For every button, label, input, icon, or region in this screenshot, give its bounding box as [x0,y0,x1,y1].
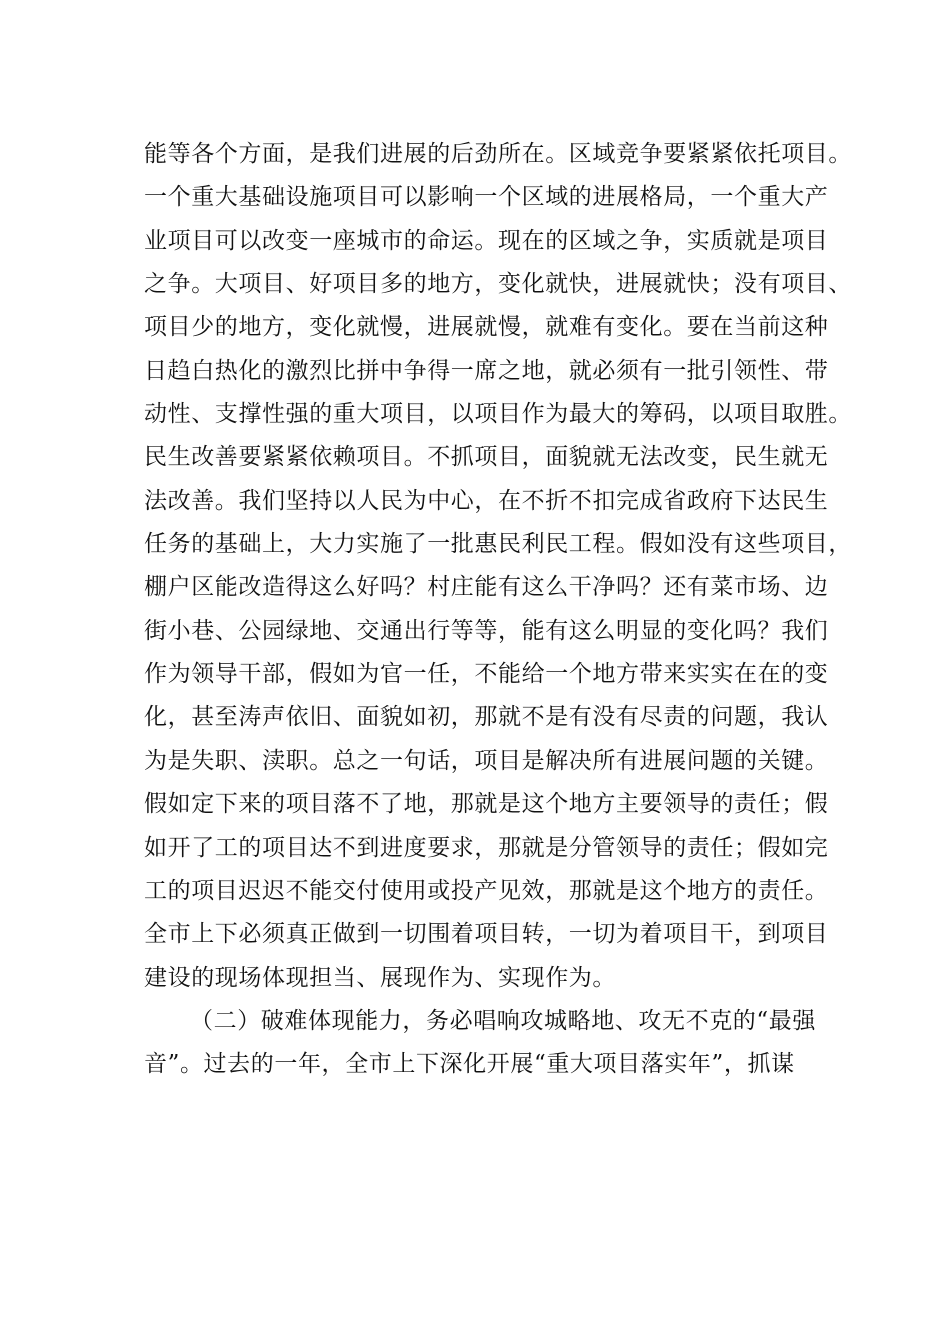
text-line: 日趋白热化的激烈比拼中争得一席之地，就必须有一批引领性、带 [144,357,829,384]
text-line: 街小巷、公园绿地、交通出行等等，能有这么明显的变化吗？我们 [144,617,829,644]
text-line: 假如定下来的项目落不了地，那就是这个地方主要领导的责任；假 [144,791,829,818]
section-heading-line: （二）破难体现能力，务必唱响攻城略地、攻无不克的“最强 [190,1007,816,1034]
text-line: 音”。过去的一年，全市上下深化开展“重大项目落实年”，抓谋 [144,1051,795,1078]
text-line: 如开了工的项目达不到进度要求，那就是分管领导的责任；假如完 [144,834,829,861]
text-line: 之争。大项目、好项目多的地方，变化就快，进展就快；没有项目、 [144,271,852,298]
text-line: 棚户区能改造得这么好吗？村庄能有这么干净吗？还有菜市场、边 [144,574,829,601]
text-line: 业项目可以改变一座城市的命运。现在的区域之争，实质就是项目 [144,227,829,254]
body-text [144,133,852,1087]
text-line: 全市上下必须真正做到一切围着项目转，一切为着项目干，到项目 [144,921,829,948]
text-line: 动性、支撑性强的重大项目，以项目作为最大的筹码，以项目取胜。 [144,401,852,428]
text-line: 工的项目迟迟不能交付使用或投产见效，那就是这个地方的责任。 [144,877,829,904]
text-line: 任务的基础上，大力实施了一批惠民利民工程。假如没有这些项目， [144,531,852,558]
text-line: 项目少的地方，变化就慢，进展就慢，就难有变化。要在当前这种 [144,314,829,341]
text-line: 化，甚至涛声依旧、面貌如初，那就不是有没有尽责的问题，我认 [144,704,829,731]
text-line: 能等各个方面，是我们进展的后劲所在。区域竞争要紧紧依托项目。 [144,141,852,167]
text-line: 为是失职、渎职。总之一句话，项目是解决所有进展问题的关键。 [144,747,829,774]
text-line: 一个重大基础设施项目可以影响一个区域的进展格局，一个重大产 [144,184,829,211]
text-line: 法改善。我们坚持以人民为中心，在不折不扣完成省政府下达民生 [144,487,829,514]
text-line: 民生改善要紧紧依赖项目。不抓项目，面貌就无法改变，民生就无 [144,444,829,471]
text-line: 作为领导干部，假如为官一任，不能给一个地方带来实实在在的变 [144,661,829,688]
text-line: 建设的现场体现担当、展现作为、实现作为。 [144,964,616,991]
